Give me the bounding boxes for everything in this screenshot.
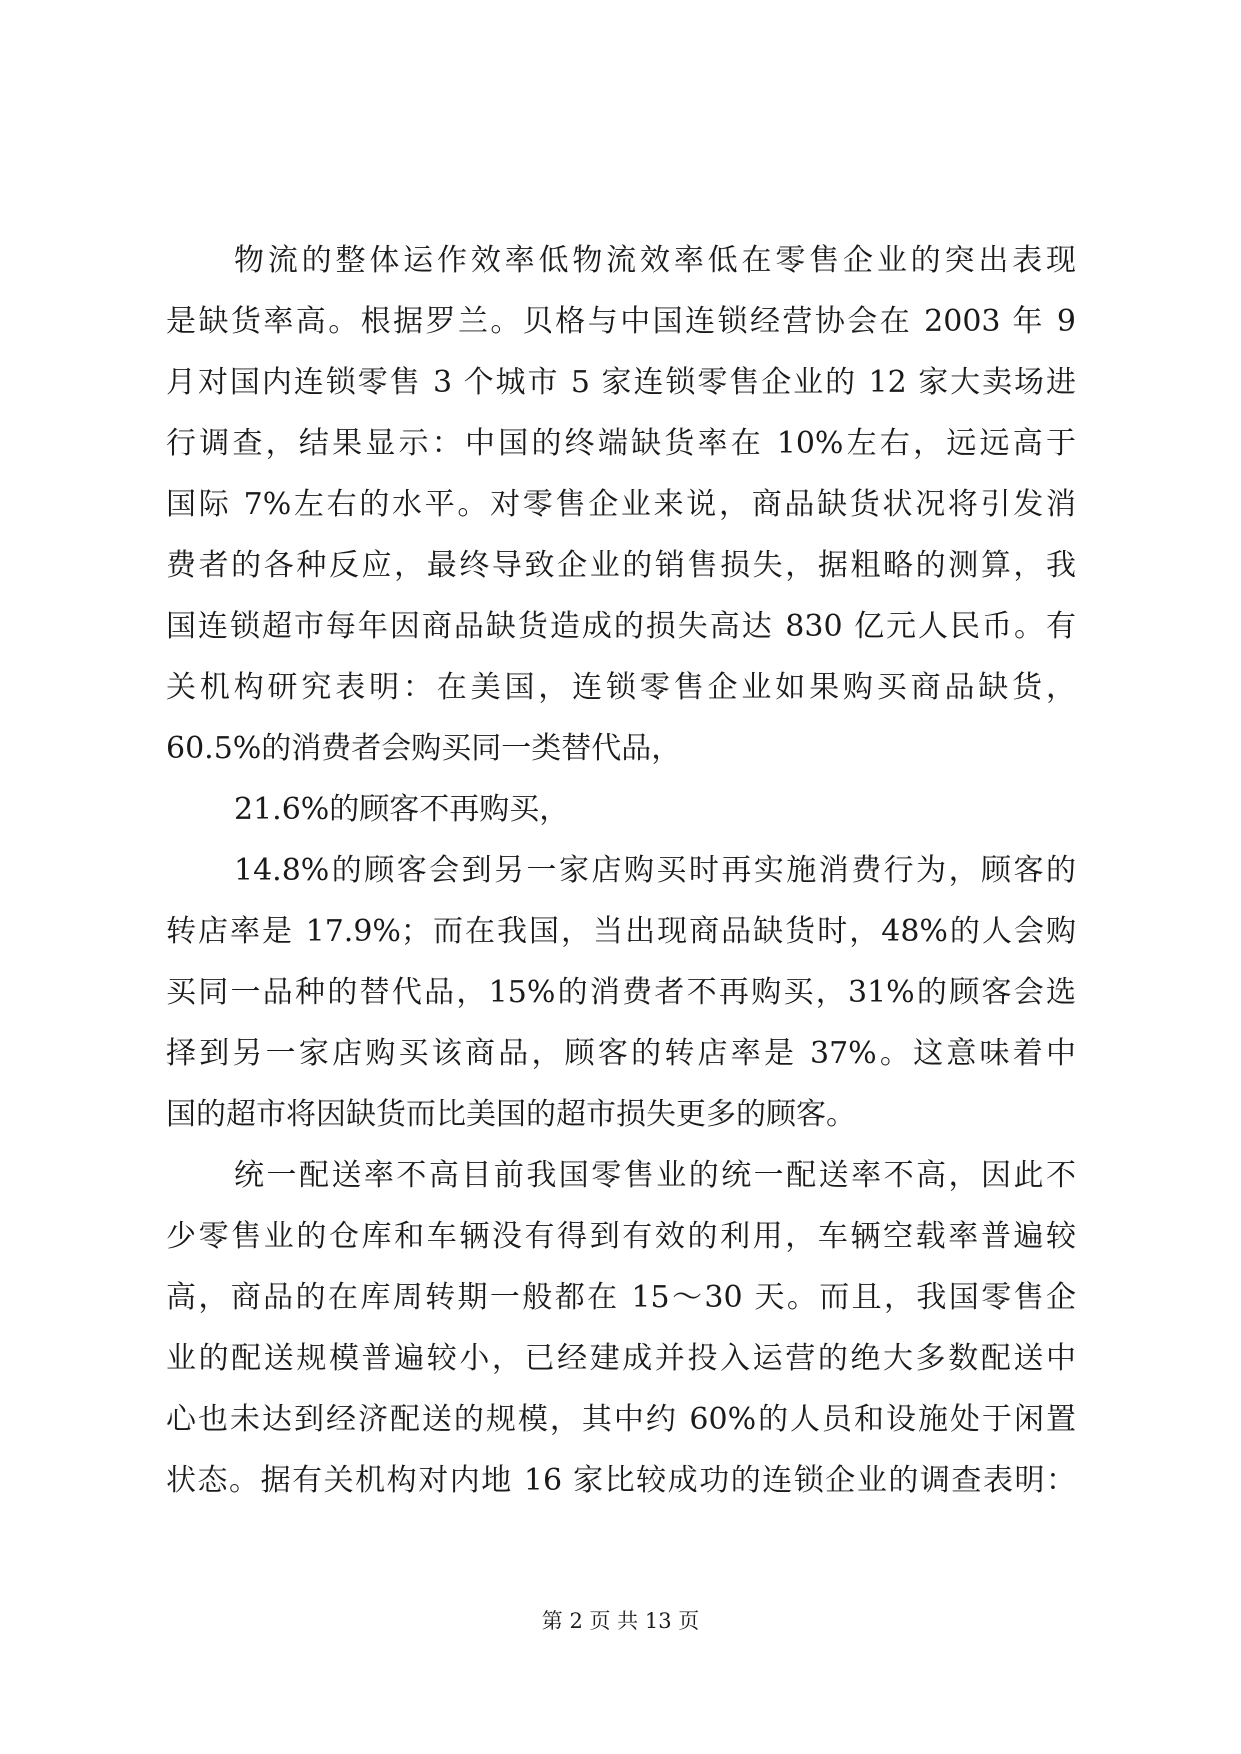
paragraph-line: 国连锁超市每年因商品缺货造成的损失高达 830 亿元人民币。有 — [166, 609, 1076, 644]
paragraph-line: 国际 7%左右的水平。对零售企业来说，商品缺货状况将引发消 — [166, 487, 1076, 522]
paragraph-line: 是缺货率高。根据罗兰。贝格与中国连锁经营协会在 2003 年 9 — [166, 304, 1076, 339]
page-footer — [0, 1606, 1241, 1636]
paragraph-line: 21.6%的顾客不再购买， — [234, 792, 570, 827]
paragraph-line: 物流的整体运作效率低物流效率低在零售企业的突出表现 — [234, 243, 1076, 278]
paragraph-line: 月对国内连锁零售 3 个城市 5 家连锁零售企业的 12 家大卖场进 — [166, 365, 1076, 400]
paragraph-line: 60.5%的消费者会购买同一类替代品， — [166, 731, 682, 766]
paragraph-line: 费者的各种反应，最终导致企业的销售损失，据粗略的测算，我 — [166, 548, 1076, 583]
paragraph-line: 统一配送率不高目前我国零售业的统一配送率不高，因此不 — [234, 1158, 1076, 1193]
paragraph-line: 高，商品的在库周转期一般都在 15～30 天。而且，我国零售企 — [166, 1280, 1076, 1315]
page-number: 第 2 页 共 13 页 — [541, 1609, 700, 1633]
paragraph-line: 择到另一家店购买该商品，顾客的转店率是 37%。这意味着中 — [166, 1036, 1076, 1071]
paragraph-line: 关机构研究表明：在美国，连锁零售企业如果购买商品缺货， — [166, 670, 1076, 705]
paragraph-line: 行调查，结果显示：中国的终端缺货率在 10%左右，远远高于 — [166, 426, 1076, 461]
paragraph-line: 业的配送规模普遍较小，已经建成并投入运营的绝大多数配送中 — [166, 1341, 1076, 1376]
paragraph-line: 状态。据有关机构对内地 16 家比较成功的连锁企业的调查表明： — [166, 1463, 1076, 1498]
paragraph-line: 国的超市将因缺货而比美国的超市损失更多的顾客。 — [166, 1097, 856, 1132]
paragraph-line: 14.8%的顾客会到另一家店购买时再实施消费行为，顾客的 — [234, 853, 1076, 888]
paragraph-line: 少零售业的仓库和车辆没有得到有效的利用，车辆空载率普遍较 — [166, 1219, 1076, 1254]
paragraph-line: 转店率是 17.9%；而在我国，当出现商品缺货时，48%的人会购 — [166, 914, 1076, 949]
paragraph-line: 买同一品种的替代品，15%的消费者不再购买，31%的顾客会选 — [166, 975, 1076, 1010]
paragraph-line: 心也未达到经济配送的规模，其中约 60%的人员和设施处于闲置 — [166, 1402, 1076, 1437]
body-text — [166, 230, 1076, 1511]
